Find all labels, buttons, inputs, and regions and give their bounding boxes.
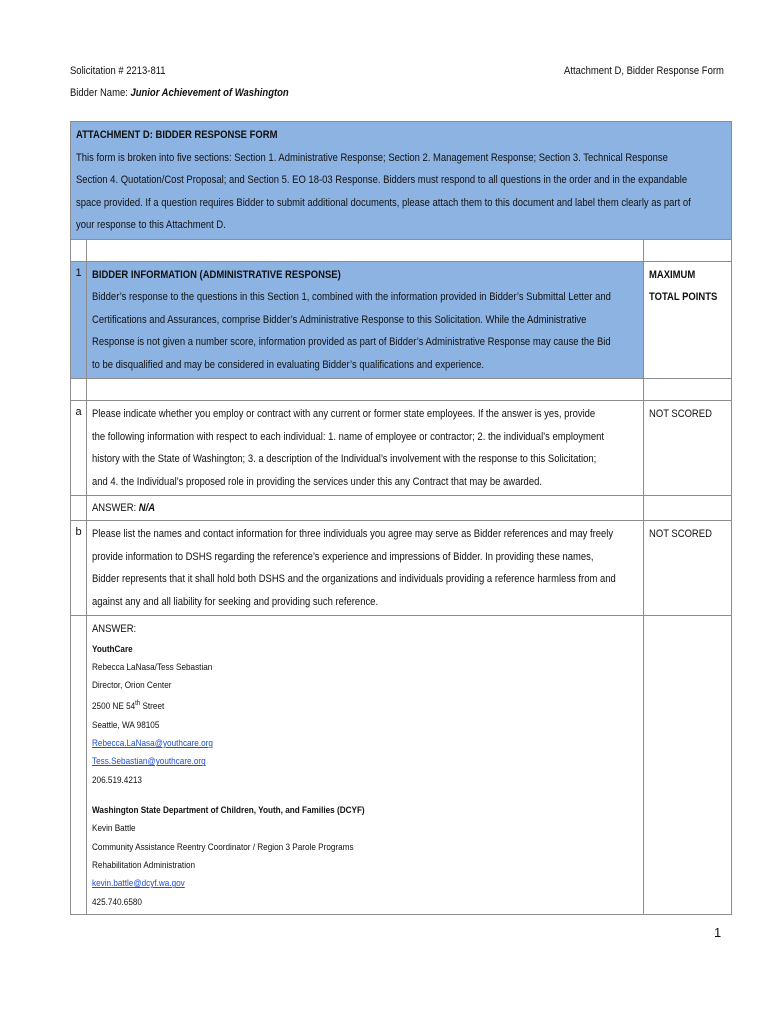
reference-1-city: Seattle, WA 98105 xyxy=(92,719,160,731)
page-number: 1 xyxy=(714,925,722,940)
section-1-line: Bidder’s response to the questions in this Section 1, combined with the information provided in Bidder’s Submittal Letter and xyxy=(92,291,611,303)
question-b-answer[interactable] xyxy=(87,616,644,915)
intro-line: space provided. If a question requires Bidder to submit additional documents, please attach them to this document and label them clearly as part of xyxy=(76,196,691,209)
section-1-row xyxy=(71,261,732,379)
section-1-title: BIDDER INFORMATION (ADMINISTRATIVE RESPONSE) xyxy=(92,268,341,281)
intro-line: Section 4. Quotation/Cost Proposal; and Section 5. EO 18-03 Response. Bidders must respond to all questions in the order and in the expandable xyxy=(76,174,688,186)
answer-label: ANSWER: xyxy=(92,502,137,514)
question-a-score: NOT SCORED xyxy=(644,401,732,496)
answer-value: N/A xyxy=(138,502,156,514)
intro-title: ATTACHMENT D: BIDDER RESPONSE FORM xyxy=(76,129,278,141)
max-points-header: MAXIMUM TOTAL POINTS xyxy=(644,261,732,379)
reference-2-role: Community Assistance Reentry Coordinator / Region 3 Parole Programs xyxy=(92,841,354,853)
bidder-response-form xyxy=(70,121,732,915)
question-a-answer[interactable] xyxy=(87,496,644,521)
answer-label: ANSWER: xyxy=(92,623,137,635)
intro-line: your response to this Attachment D. xyxy=(76,219,226,231)
section-1-description xyxy=(87,261,644,379)
intro-cell xyxy=(71,122,732,240)
reference-1-role: Director, Orion Center xyxy=(92,680,172,692)
question-b-answer-row xyxy=(71,616,732,915)
reference-1-org: YouthCare xyxy=(92,643,133,655)
solicitation-number: Solicitation # 2213-811 xyxy=(70,65,166,77)
spacer-row xyxy=(71,379,732,401)
attachment-title: Attachment D, Bidder Response Form xyxy=(564,65,724,77)
question-b-row xyxy=(71,521,732,616)
question-a-answer-row xyxy=(71,496,732,521)
question-letter: a xyxy=(71,401,87,496)
reference-2-name: Kevin Battle xyxy=(92,823,136,835)
section-1-line: Certifications and Assurances, comprise Bidder’s Administrative Response to this Solicitation. While the Administrative xyxy=(92,313,587,326)
reference-1-phone: 206.519.4213 xyxy=(92,774,142,786)
intro-line: This form is broken into five sections: Section 1. Administrative Response; Section 2. Management Response; Section 3. Technical Response xyxy=(76,151,668,164)
section-number: 1 xyxy=(71,261,87,379)
intro-row xyxy=(71,122,732,240)
reference-1-name: Rebecca LaNasa/Tess Sebastian xyxy=(92,661,213,673)
bidder-name-line xyxy=(70,87,289,99)
bidder-name-value: Junior Achievement of Washington xyxy=(130,87,289,99)
reference-1-email-link[interactable]: Rebecca.LaNasa@youthcare.org xyxy=(92,738,213,750)
reference-1-street: 2500 NE 54th Street xyxy=(92,700,165,713)
reference-1-email-link[interactable]: Tess.Sebastian@youthcare.org xyxy=(92,756,206,768)
reference-2-division: Rehabilitation Administration xyxy=(92,859,196,871)
section-1-line: Response is not given a number score, information provided as part of Bidder’s Administrative Response may cause the Bid xyxy=(92,336,611,348)
spacer-row xyxy=(71,239,732,261)
reference-2-org: Washington State Department of Children, Youth, and Families (DCYF) xyxy=(92,805,365,817)
question-b-text: Please list the names and contact information for three individuals you agree may serve as Bidder references and may freely provide information to DSHS regarding the reference’s experience and impressions of Bidder. In providing these names, Bidder represents that it shall hold both DSHS and the organizations and individuals providing a reference harmless from and against any and all liability for seeking and providing such reference. xyxy=(87,521,644,616)
question-a-row xyxy=(71,401,732,496)
question-b-score: NOT SCORED xyxy=(644,521,732,616)
bidder-name-label: Bidder Name: xyxy=(70,87,128,99)
reference-2-phone: 425.740.6580 xyxy=(92,896,142,908)
question-a-text: Please indicate whether you employ or contract with any current or former state employees. If the answer is yes, provide the following information with respect to each individual: 1. name of employee or contractor; 2. the individual’s employment history with the State of Washington; 3. a description of the Individual’s involvement with the response to this Solicitation; and 4. the Individual’s proposed role in providing the services under this any Contract that may be awarded. xyxy=(87,401,644,496)
question-letter: b xyxy=(71,521,87,616)
section-1-line: to be disqualified and may be considered in evaluating Bidder’s qualifications and experience. xyxy=(92,358,484,371)
reference-2-email-link[interactable]: kevin.battle@dcyf.wa.gov xyxy=(92,878,185,890)
